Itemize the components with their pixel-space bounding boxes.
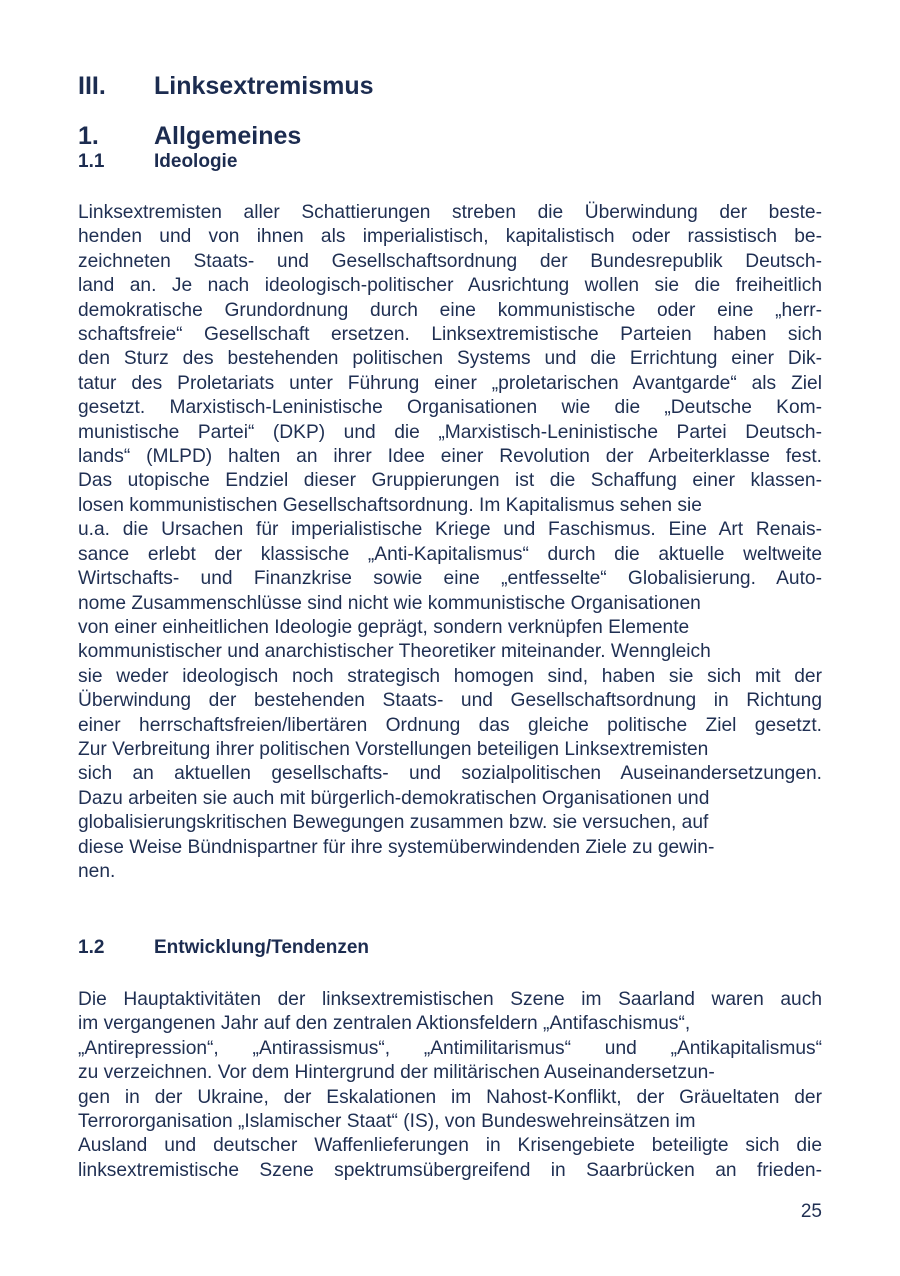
text-line: Wirtschafts- und Finanzkrise sowie eine „entfesselte“ Globalisierung. Auto- xyxy=(78,568,822,590)
text-line: einer herrschaftsfreien/libertären Ordnung das gleiche politische Ziel gesetzt. xyxy=(78,714,822,736)
text-line: Überwindung der bestehenden Staats- und Gesellschaftsordnung in Richtung xyxy=(78,690,822,712)
body-paragraph-ideologie xyxy=(78,201,822,884)
text-line: sich an aktuellen gesellschafts- und sozialpolitischen Auseinandersetzungen. xyxy=(78,763,822,785)
text-line: Das utopische Endziel dieser Gruppierungen ist die Schaffung einer klassen- xyxy=(78,470,822,492)
subsection-heading-ideologie xyxy=(78,151,237,173)
text-line: lands“ (MLPD) halten an ihrer Idee einer Revolution der Arbeiterklasse fest. xyxy=(78,446,822,468)
text-line: kommunistischer und anarchistischer Theoretiker miteinander. Wenngleich xyxy=(78,641,711,663)
text-line: schaftsfreie“ Gesellschaft ersetzen. Linksextremistische Parteien haben sich xyxy=(78,324,822,346)
text-line: demokratische Grundordnung durch eine kommunistische oder eine „herr- xyxy=(78,299,822,321)
chapter-heading xyxy=(78,72,374,101)
text-line: Dazu arbeiten sie auch mit bürgerlich-demokratischen Organisationen und xyxy=(78,787,710,809)
page-number: 25 xyxy=(800,1201,822,1222)
subsection-heading-entwicklung xyxy=(78,937,369,959)
document-page xyxy=(78,0,822,1276)
text-line: nen. xyxy=(78,860,116,882)
text-line: Die Hauptaktivitäten der linksextremistischen Szene im Saarland waren auch xyxy=(78,989,822,1010)
text-line: u.a. die Ursachen für imperialistische Kriege und Faschismus. Eine Art Renais- xyxy=(78,519,822,541)
subsection-title: Entwicklung/Tendenzen xyxy=(154,937,369,958)
text-line: sie weder ideologisch noch strategisch homogen sind, haben sie sich mit der xyxy=(78,665,822,687)
subsection-number: 1.2 xyxy=(78,937,105,958)
text-line: land an. Je nach ideologisch-politischer Ausrichtung wollen sie die freiheitlich xyxy=(78,275,822,297)
text-line: munistische Partei“ (DKP) und die „Marxistisch-Leninistische Partei Deutsch- xyxy=(78,421,822,443)
text-line: Zur Verbreitung ihrer politischen Vorstellungen beteiligen Linksextremisten xyxy=(78,738,709,760)
text-line: zu verzeichnen. Vor dem Hintergrund der militärischen Auseinandersetzun- xyxy=(78,1062,715,1084)
text-line: henden und von ihnen als imperialistisch, kapitalistisch oder rassistisch be- xyxy=(78,226,822,248)
text-line: von einer einheitlichen Ideologie geprägt, sondern verknüpfen Elemente xyxy=(78,616,690,638)
chapter-number: III. xyxy=(78,72,106,100)
subsection-title: Ideologie xyxy=(154,151,238,172)
text-line: Ausland und deutscher Waffenlieferungen in Krisengebiete beteiligte sich die xyxy=(78,1135,822,1157)
section-title: Allgemeines xyxy=(154,122,302,150)
text-line: im vergangenen Jahr auf den zentralen Aktionsfeldern „Antifaschismus“, xyxy=(78,1013,691,1035)
text-line: Terrororganisation „Islamischer Staat“ (IS), von Bundeswehreinsätzen im xyxy=(78,1111,696,1133)
text-line: gen in der Ukraine, der Eskalationen im Nahost-Konflikt, der Gräueltaten der xyxy=(78,1086,822,1108)
text-line: „Antirepression“, „Antirassismus“, „Antimilitarismus“ und „Antikapitalismus“ xyxy=(78,1037,822,1059)
subsection-number: 1.1 xyxy=(78,151,105,172)
text-line: globalisierungskritischen Bewegungen zusammen bzw. sie versuchen, auf xyxy=(78,812,709,834)
text-line: zeichneten Staats- und Gesellschaftsordnung der Bundesrepublik Deutsch- xyxy=(78,250,822,272)
text-line: nome Zusammenschlüsse sind nicht wie kommunistische Organisationen xyxy=(78,592,701,614)
text-line: diese Weise Bündnispartner für ihre systemüberwindenden Ziele zu gewin- xyxy=(78,836,715,858)
text-line: tatur des Proletariats unter Führung einer „proletarischen Avantgarde“ als Ziel xyxy=(78,372,822,394)
text-line: linksextremistische Szene spektrumsübergreifend in Saarbrücken an frieden- xyxy=(78,1159,822,1181)
section-heading xyxy=(78,122,301,151)
text-line: gesetzt. Marxistisch-Leninistische Organisationen wie die „Deutsche Kom- xyxy=(78,397,822,419)
section-number: 1. xyxy=(78,122,99,150)
chapter-title: Linksextremismus xyxy=(154,72,374,100)
text-line: sance erlebt der klassische „Anti-Kapitalismus“ durch die aktuelle weltweite xyxy=(78,543,822,565)
body-paragraph-entwicklung xyxy=(78,988,822,1183)
text-line: den Sturz des bestehenden politischen Systems und die Errichtung einer Dik- xyxy=(78,348,822,370)
text-line: Linksextremisten aller Schattierungen streben die Überwindung der beste- xyxy=(78,202,822,223)
text-line: losen kommunistischen Gesellschaftsordnung. Im Kapitalismus sehen sie xyxy=(78,494,702,516)
